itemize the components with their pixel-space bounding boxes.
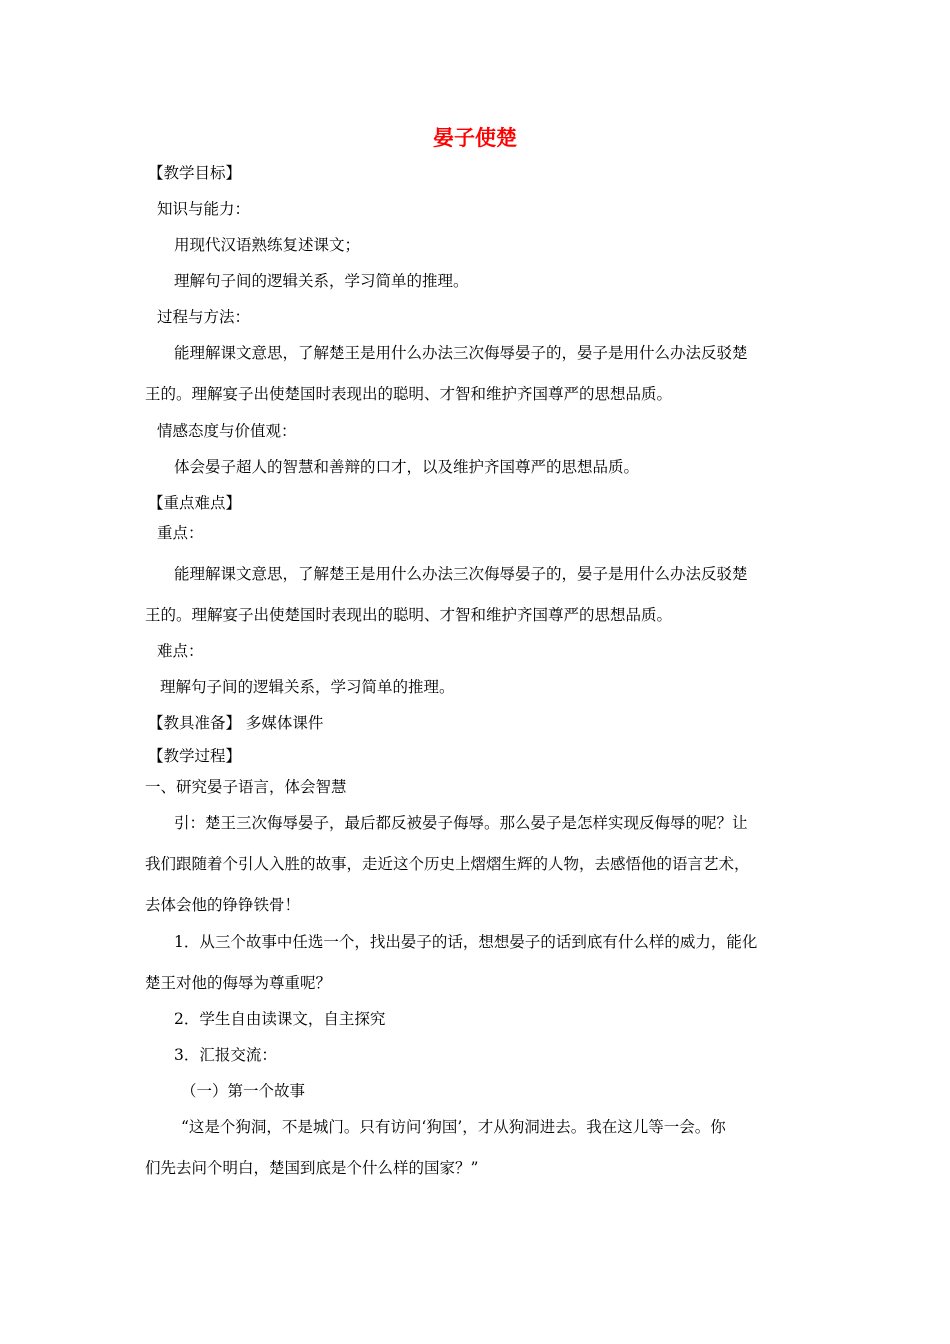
step1-line-2: 楚王对他的侮辱为尊重呢？ — [145, 974, 332, 992]
intro-line-3: 去体会他的铮铮铁骨！ — [145, 896, 301, 914]
knowledge-label: 知识与能力： — [157, 200, 251, 218]
knowledge-item-2: 理解句子间的逻辑关系，学习简单的推理。 — [174, 272, 469, 290]
document-title: 晏子使楚 — [433, 126, 517, 150]
process-label: 过程与方法： — [157, 308, 251, 326]
part-one-heading: 一、研究晏子语言，体会智慧 — [145, 778, 347, 796]
keypoints-heading: 【重点难点】 — [148, 494, 242, 512]
key-label: 重点： — [157, 524, 204, 542]
step3: 3．汇报交流： — [174, 1046, 277, 1064]
intro-line-1: 引：楚王三次侮辱晏子，最后都反被晏子侮辱。那么晏子是怎样实现反侮辱的呢？让 — [174, 814, 748, 832]
emotion-label: 情感态度与价值观： — [157, 422, 297, 440]
process-line-1: 能理解课文意思，了解楚王是用什么办法三次侮辱晏子的，晏子是用什么办法反驳楚 — [174, 344, 748, 362]
story1-label: （一）第一个故事 — [181, 1082, 306, 1100]
key-line-2: 王的。理解宴子出使楚国时表现出的聪明、才智和维护齐国尊严的思想品质。 — [145, 606, 673, 624]
emotion-text: 体会晏子超人的智慧和善辩的口才，以及维护齐国尊严的思想品质。 — [174, 458, 640, 476]
objectives-heading: 【教学目标】 — [148, 164, 242, 182]
process-line-2: 王的。理解宴子出使楚国时表现出的聪明、才智和维护齐国尊严的思想品质。 — [145, 385, 673, 403]
step1-line-1: 1．从三个故事中任选一个，找出晏子的话，想想晏子的话到底有什么样的威力，能化 — [174, 933, 758, 951]
quote-line-2: 们先去问个明白，楚国到底是个什么样的国家？” — [145, 1159, 479, 1177]
knowledge-item-1: 用现代汉语熟练复述课文； — [174, 236, 361, 254]
difficult-label: 难点： — [157, 642, 204, 660]
difficult-text: 理解句子间的逻辑关系，学习简单的推理。 — [160, 678, 455, 696]
quote-line-1: “这是个狗洞，不是城门。只有访问‘狗国’，才从狗洞进去。我在这儿等一会。你 — [181, 1118, 726, 1136]
step2: 2．学生自由读课文，自主探究 — [174, 1010, 386, 1028]
procedure-heading: 【教学过程】 — [148, 747, 242, 765]
tools-line: 【教具准备】 多媒体课件 — [148, 714, 324, 732]
intro-line-2: 我们跟随着个引人入胜的故事，走近这个历史上熠熠生辉的人物，去感悟他的语言艺术， — [145, 855, 750, 873]
key-line-1: 能理解课文意思，了解楚王是用什么办法三次侮辱晏子的，晏子是用什么办法反驳楚 — [174, 565, 748, 583]
